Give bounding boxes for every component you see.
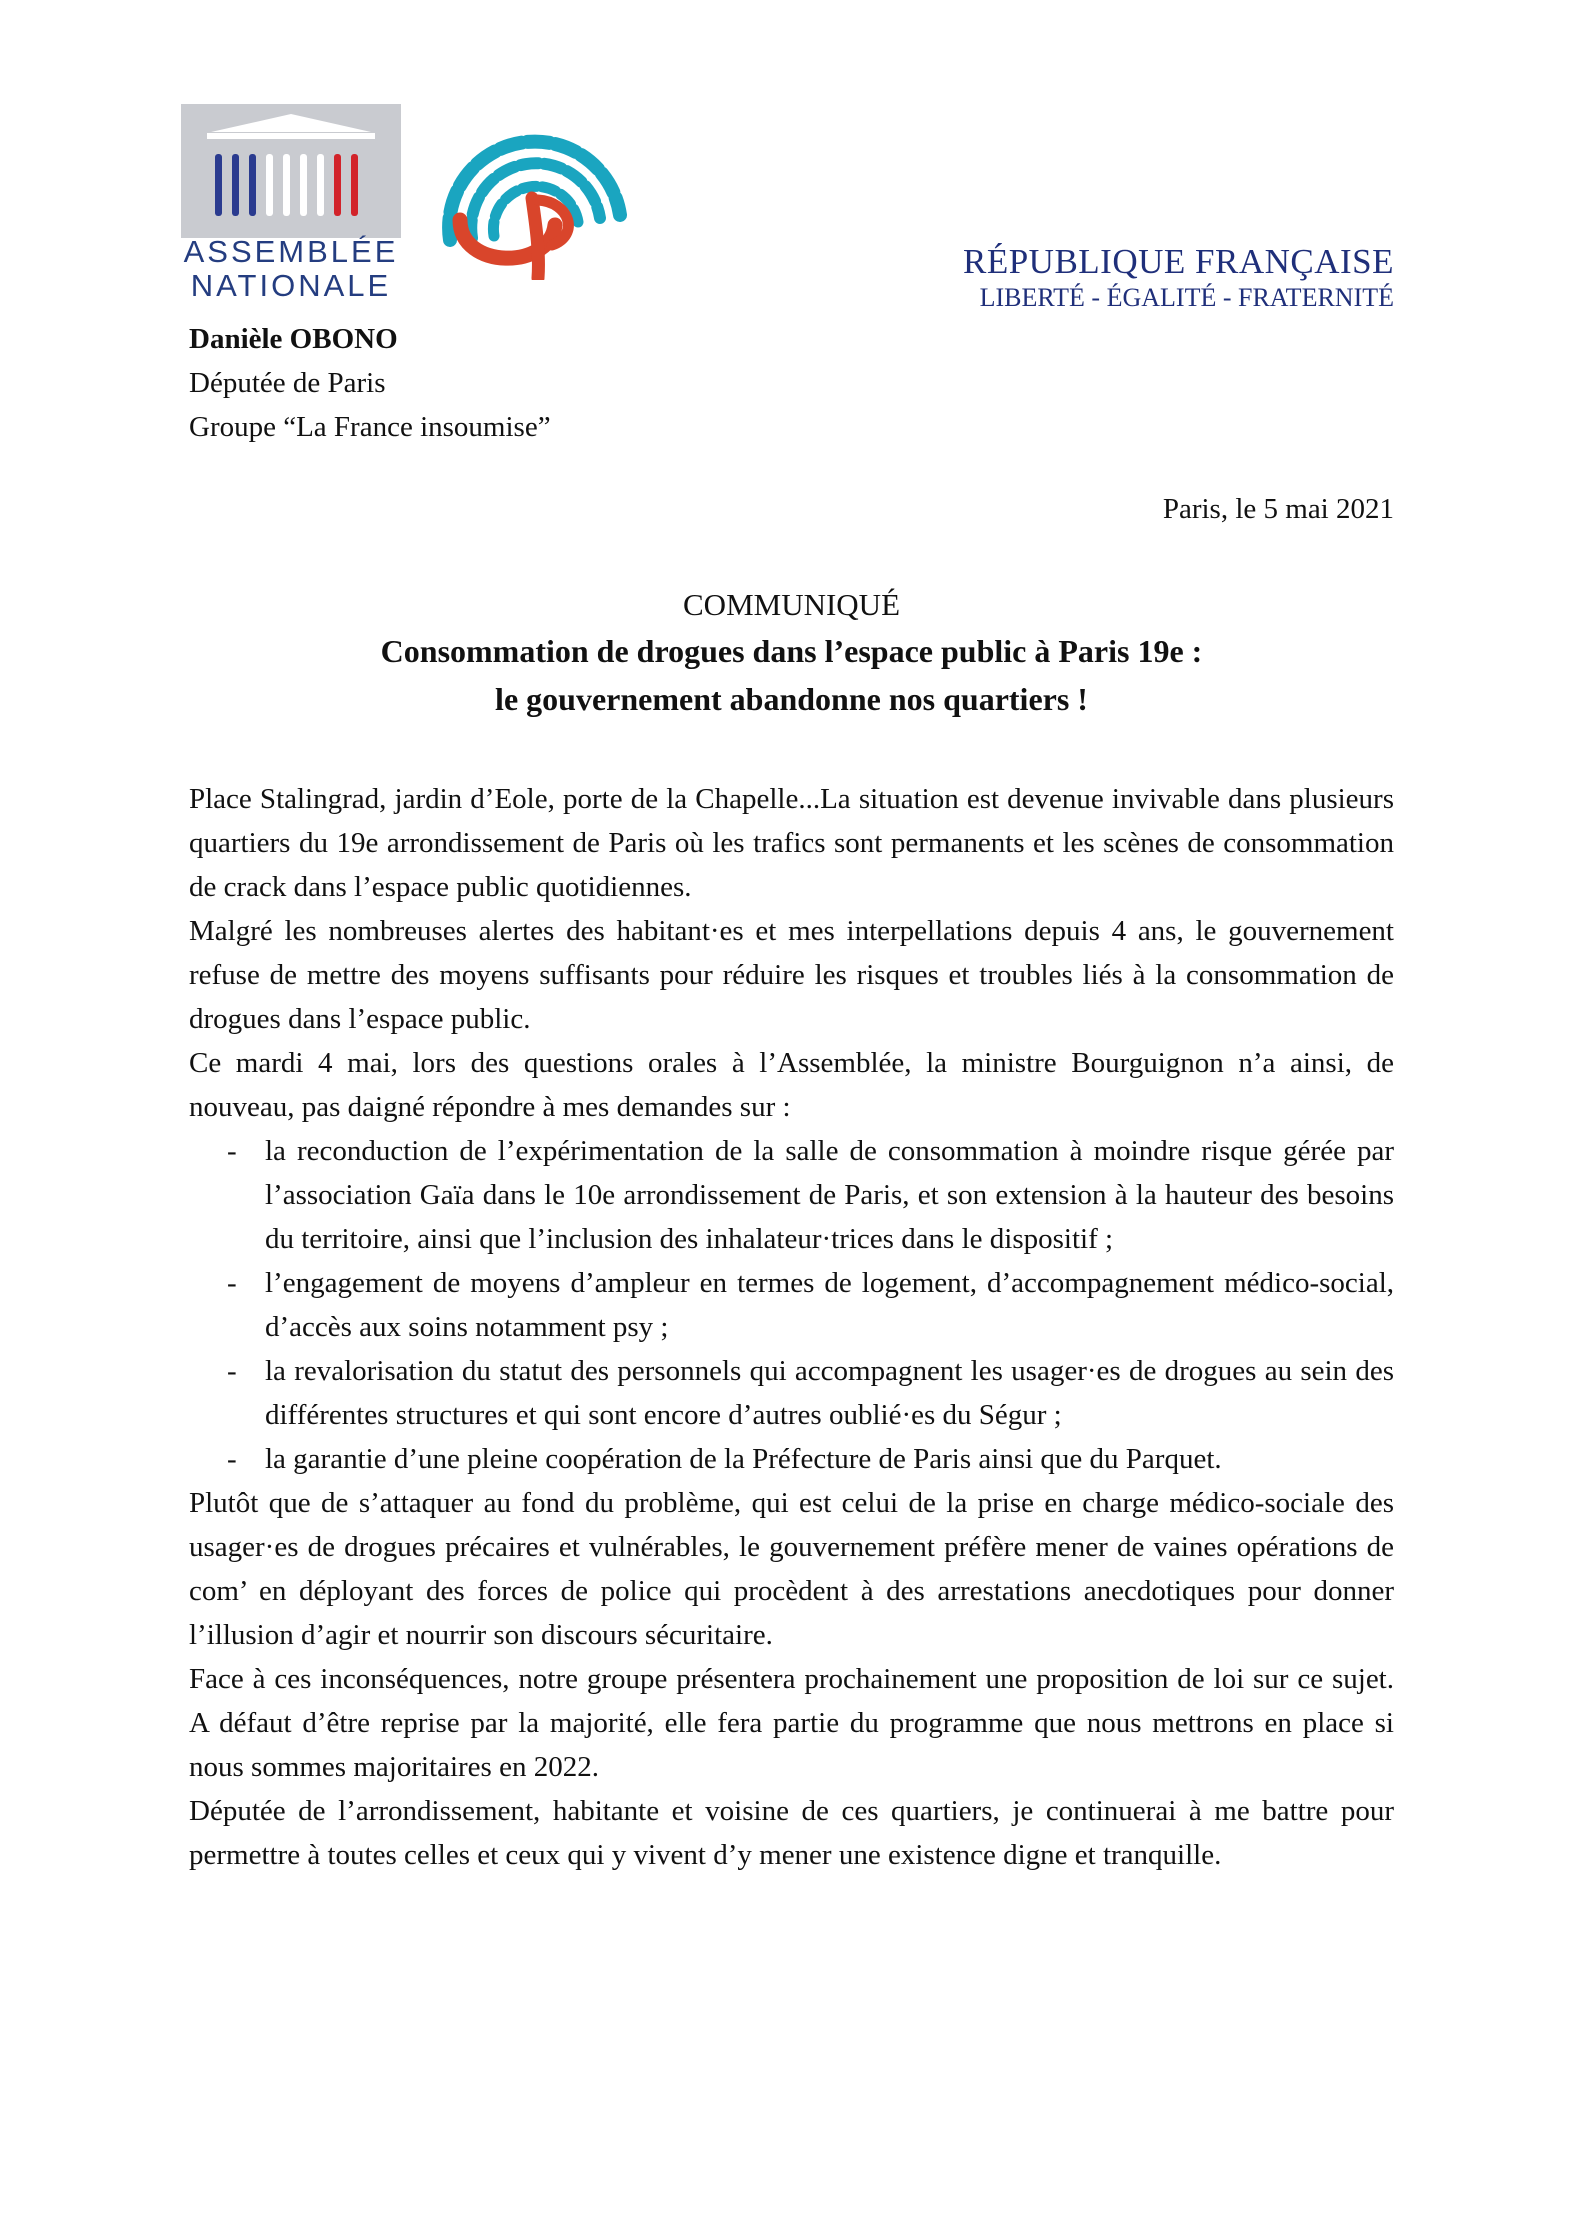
headline-line-2: le gouvernement abandonne nos quartiers ! (495, 681, 1088, 717)
demands-list (189, 1129, 1394, 1481)
republique-devise: LIBERTÉ - ÉGALITÉ - FRATERNITÉ (979, 283, 1394, 313)
document-kicker: COMMUNIQUÉ (683, 587, 900, 622)
assemblee-nationale-logo (181, 104, 401, 299)
document-date: Paris, le 5 mai 2021 (1162, 493, 1394, 525)
logo-entablature (207, 133, 375, 139)
headline-line-1: Consommation de drogues dans l’espace public à Paris 19e : (380, 633, 1203, 669)
paragraph-4: Plutôt que de s’attaquer au fond du problème, qui est celui de la prise en charge médico-sociale des usager·es de drogues précaires et vulnérables, le gouvernement préfère mener de vaines opérations de com’ en déployant des forces de police qui procèdent à des arrestations anecdotiques pour donner l’illusion d’agir et nourrir son discours sécuritaire. (189, 1487, 1394, 1651)
author-name: Danièle OBONO (189, 323, 398, 355)
paragraph-1: Place Stalingrad, jardin d’Eole, porte de la Chapelle...La situation est devenue invivable dans plusieurs quartiers du 19e arrondissement de Paris où les trafics sont permanents et les scènes de consommation de crack dans l’espace public quotidiennes. (189, 783, 1394, 903)
list-item-text: la garantie d’une pleine coopération de la Préfecture de Paris ainsi que du Parquet. (265, 1443, 1222, 1475)
republique-heading (963, 242, 1394, 315)
logo-columns (215, 154, 358, 216)
author-block (189, 317, 551, 449)
paragraph-5: Face à ces inconséquences, notre groupe présentera prochainement une proposition de loi sur ce sujet. A défaut d’être reprise par la majorité, elle fera partie du programme que nous mettrons en place si nous sommes majoritaires en 2022. (189, 1663, 1394, 1783)
list-item (189, 1261, 1394, 1349)
paragraph-3: Ce mardi 4 mai, lors des questions orales à l’Assemblée, la ministre Bourguignon n’a ainsi, de nouveau, pas daigné répondre à mes demandes sur : (189, 1047, 1394, 1123)
lfi-logo (440, 120, 630, 280)
communique-body (189, 777, 1394, 1877)
assemblee-text: ASSEMBLÉE (183, 234, 399, 269)
republique-title: RÉPUBLIQUE FRANÇAISE (962, 242, 1394, 281)
list-item-text: la revalorisation du statut des personnels qui accompagnent les usager·es de drogues au sein des différentes structures et qui sont encore d’autres oublié·es du Ségur ; (265, 1355, 1394, 1431)
paragraph-6: Députée de l’arrondissement, habitante et voisine de ces quartiers, je continuerai à me battre pour permettre à toutes celles et ceux qui y vivent d’y mener une existence digne et tranquille. (189, 1795, 1394, 1871)
author-role: Députée de Paris (189, 367, 386, 399)
list-item-text: l’engagement de moyens d’ampleur en termes de logement, d’accompagnement médico-social, d’accès aux soins notamment psy ; (265, 1267, 1394, 1343)
bullet-dash: - (227, 1443, 237, 1475)
bullet-dash: - (227, 1135, 237, 1167)
title-block (189, 583, 1394, 723)
list-item (189, 1129, 1394, 1261)
list-item (189, 1349, 1394, 1437)
bullet-dash: - (227, 1267, 237, 1299)
paragraph-2: Malgré les nombreuses alertes des habitant·es et mes interpellations depuis 4 ans, le gouvernement refuse de mettre des moyens suffisants pour réduire les risques et troubles liés à la consommation de drogues dans l’espace public. (189, 915, 1394, 1035)
author-group: Groupe “La France insoumise” (189, 411, 551, 443)
list-item-text: la reconduction de l’expérimentation de la salle de consommation à moindre risque gérée par l’association Gaïa dans le 10e arrondissement de Paris, et son extension à la hauteur des besoins du territoire, ainsi que l’inclusion des inhalateur·trices dans le dispositif ; (265, 1135, 1394, 1255)
list-item (189, 1437, 1394, 1481)
nationale-text: NATIONALE (190, 268, 392, 299)
bullet-dash: - (227, 1355, 237, 1387)
